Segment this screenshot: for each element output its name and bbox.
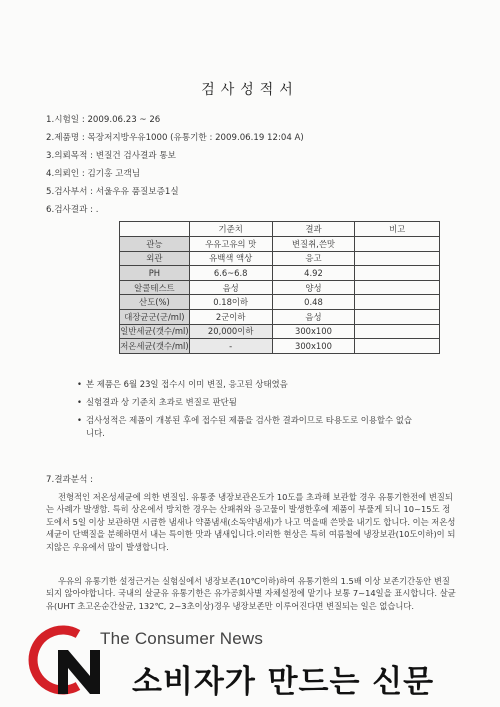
table-cell — [355, 295, 440, 310]
note-item: • 검사성적은 제품이 개봉된 후에 접수된 제품을 검사한 결과이므로 타용도로 이용할수 없습니다. — [77, 414, 416, 440]
field-result-heading: 6.검사결과 : . — [46, 205, 99, 215]
consumer-news-logo — [28, 620, 488, 700]
note-item: • 본 제품은 6월 23일 접수시 이미 변질, 응고된 상태였음 — [77, 378, 416, 391]
analysis-paragraph-2: 우유의 유통기한 설정근거는 실험실에서 냉장보존(10℃이하)하여 유통기한의 1.5배 이상 보존기간동안 변질되지 않아야합니다. 국내의 살균유 유통기한은 유가공회사별 자체설정에 맡기나 보통 7~14일을 표시합니다. 살균유(UHT 초고온순간살균, 132℃, 2~3초이상)경우 냉장보존만 이루어진다면 변질되는 일은 없습니다. — [46, 576, 456, 611]
table-cell: 4.92 — [272, 266, 355, 281]
table-row-label: 외관 — [120, 251, 190, 266]
table-cell: 우유고유의 맛 — [189, 237, 272, 252]
notes-list — [77, 378, 416, 445]
table-cell: 응고 — [272, 251, 355, 266]
field-test-date: 1.시험일 : 2009.06.23 ~ 26 — [46, 115, 161, 125]
table-cell: 음성 — [189, 280, 272, 295]
table-row — [120, 295, 440, 310]
field-product-name: 2.제품명 : 목장저지방우유1000 (유통기한 : 2009.06.19 12:04 A) — [46, 133, 304, 143]
logo-english-text: The Consumer News — [100, 629, 264, 648]
table-row-label: 알콜테스트 — [120, 280, 190, 295]
table-header-row — [120, 222, 440, 237]
table-cell — [355, 251, 440, 266]
table-row-label: 일반세균(갯수/ml) — [120, 324, 190, 339]
table-row — [120, 324, 440, 339]
table-cell: 300x100 — [272, 324, 355, 339]
table-header-cell: 기준치 — [189, 222, 272, 237]
field-department: 5.검사부서 : 서울우유 품질보증1실 — [46, 187, 179, 197]
table-cell: 0.18이하 — [189, 295, 272, 310]
field-request-purpose: 3.의뢰목적 : 변질건 검사결과 통보 — [46, 151, 176, 161]
table-cell — [355, 309, 440, 324]
table-row-label: PH — [120, 266, 190, 281]
table-cell — [355, 324, 440, 339]
document-title: 검사성적서 — [201, 82, 299, 98]
analysis-paragraph-1: 전형적인 저온성세균에 의한 변질임. 유통중 냉장보관온도가 10도를 초과해 보관할 경우 유통기한전에 변질되는 사례가 발생함. 특히 상온에서 방치한 경우는 산패취와 응고물이 발생한후에 제품이 부풀게 되니 10~15도 정도에서 5일 이상 보관하면 시큼한 냄새나 약품냄새(소독약냄새)가 나고 먹을때 쓴맛을 내기도 합니다. 이는 저온성세균이 단백질을 분해하면서 내는 특이한 맛과 냄새입니다.이러한 현상은 특히 여름철에 냉장보관(10도이하)이 되지않은 우유에서 많이 발생합니다. — [46, 492, 456, 552]
table-cell: 유백색 액상 — [189, 251, 272, 266]
table-row — [120, 266, 440, 281]
table-cell: - — [189, 339, 272, 354]
table-cell — [355, 339, 440, 354]
table-row — [120, 339, 440, 354]
table-row-label: 저온세균(갯수/ml) — [120, 339, 190, 354]
table-row-label: 산도(%) — [120, 295, 190, 310]
table-cell: 6.6~6.8 — [189, 266, 272, 281]
table-row-label: 관능 — [120, 237, 190, 252]
table-cell — [355, 237, 440, 252]
table-cell: 20,000이하 — [189, 324, 272, 339]
table-cell: 2군이하 — [189, 309, 272, 324]
table-row — [120, 280, 440, 295]
result-table — [119, 221, 440, 354]
table-header-cell — [120, 222, 190, 237]
section-7-title: 7.결과분석 : — [46, 475, 94, 485]
logo-korean-text: 소비자가 만드는 신문 — [132, 664, 435, 700]
table-cell: 양성 — [272, 280, 355, 295]
field-requester: 4.의뢰인 : 김기홍 고객님 — [46, 169, 141, 179]
table-row — [120, 237, 440, 252]
table-header-cell: 결과 — [272, 222, 355, 237]
table-cell — [355, 280, 440, 295]
table-cell: 음성 — [272, 309, 355, 324]
table-row — [120, 309, 440, 324]
table-cell: 변질취,쓴맛 — [272, 237, 355, 252]
table-cell: 300x100 — [272, 339, 355, 354]
table-row — [120, 251, 440, 266]
note-item: • 실험결과 상 기준치 초과로 변질로 판단됨 — [77, 396, 416, 409]
table-cell: 0.48 — [272, 295, 355, 310]
table-row-label: 대장균군(군/ml) — [120, 309, 190, 324]
table-cell — [355, 266, 440, 281]
table-header-cell: 비고 — [355, 222, 440, 237]
